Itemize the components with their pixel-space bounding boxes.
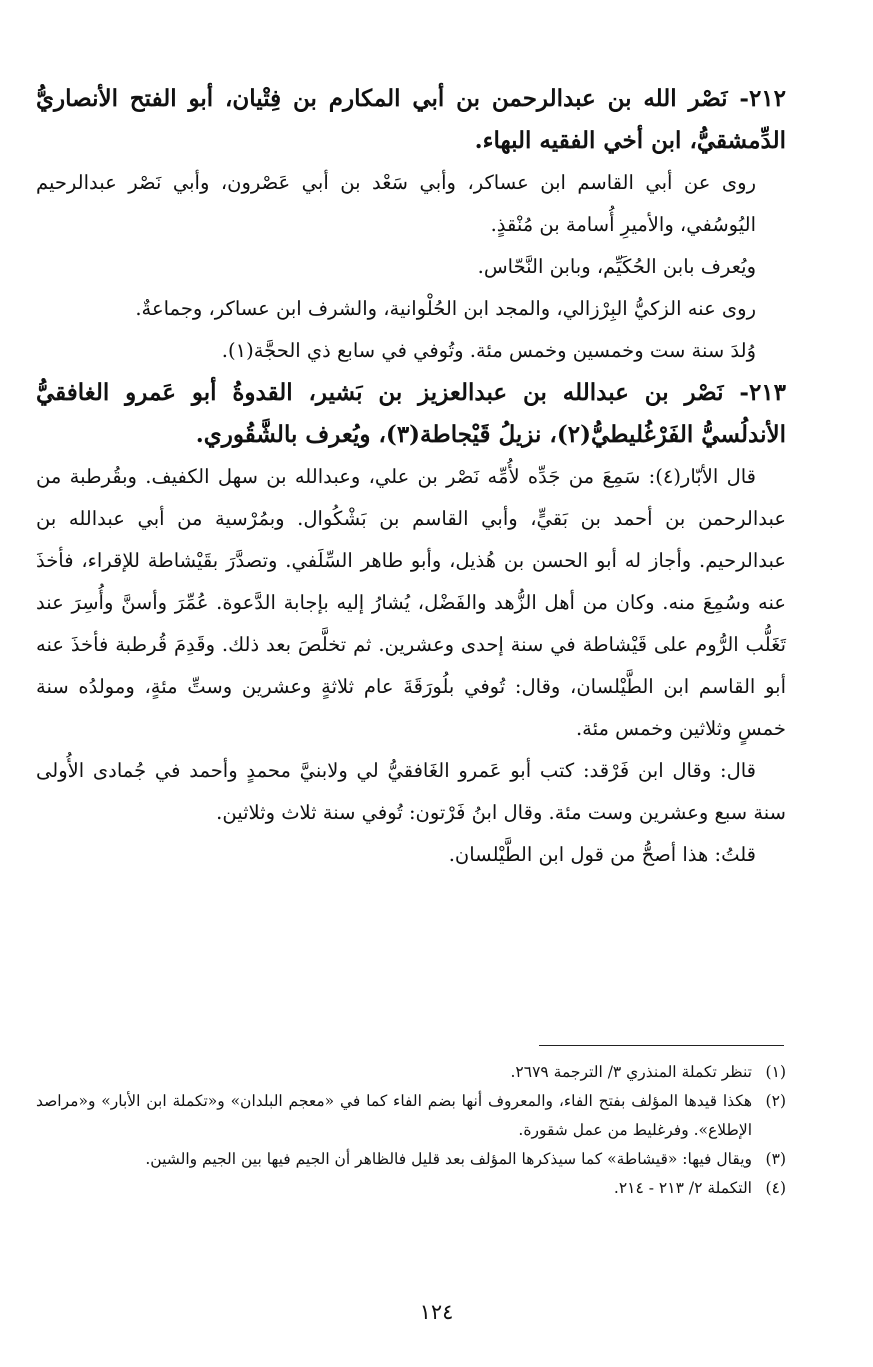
entry-212-paragraph: ويُعرف بابن الحُكَيِّم، وبابن النَّحّاس. [477, 255, 756, 278]
footnote-text: التكملة ٢/ ٢١٣ - ٢١٤. [613, 1179, 752, 1197]
entry-212-paragraph: روى عن أبي القاسم ابن عساكر، وأبي سَعْد بن أبي عَصْرون، وأبي نَصْر عبدالرحيم اليُوسُفي، والأميرِ أُسامة بن مُنْقذٍ. [36, 171, 756, 236]
entry-213-paragraph: قلتُ: هذا أصحُّ من قول ابن الطَّيْلسان. [448, 843, 756, 866]
footnote-text: تنظر تكملة المنذري ٣/ الترجمة ٢٦٧٩. [510, 1063, 752, 1081]
footnotes [36, 1058, 786, 1203]
main-text [36, 78, 786, 876]
footnote-number: (٣) [765, 1150, 786, 1168]
footnote-number: (٤) [765, 1179, 786, 1197]
footnote [36, 1087, 786, 1145]
footnote [36, 1058, 786, 1087]
entry-212-paragraph: وُلدَ سنة ست وخمسين وخمس مئة. وتُوفي في سابع ذي الحجَّة(١). [221, 339, 756, 362]
footnote-number: (١) [765, 1063, 786, 1081]
page-number: ١٢٤ [419, 1300, 454, 1324]
footnote-text: ويقال فيها: «قيشاطة» كما سيذكرها المؤلف بعد قليل فالظاهر أن الجيم فيها بين الجيم والشين. [145, 1150, 752, 1168]
entry-212-paragraph: روى عنه الزكيُّ البِرْزالي، والمجد ابن الحُلْوانية، والشرف ابن عساكر، وجماعةٌ. [135, 297, 756, 320]
footnote-text: هكذا قيدها المؤلف بفتح الفاء، والمعروف أنها بضم الفاء كما في «معجم البلدان» و«تكملة ابن الأبار» و«مراصد الإطلاع». وفرغليط من عمل شقورة. [36, 1092, 752, 1139]
entry-213-paragraph: قال الأبّار(٤): سَمِعَ من جَدِّه لأُمِّه نَصْر بن علي، وعبدالله بن سهل الكفيف. وبقُرطبة من عبدالرحمن بن أحمد بن بَقيٍّ، وأبي القاسم بن بَشْكُوال. وبمُرْسية من أبي عبدالله بن عبدالرحيم. وأجاز له أبو الحسن بن هُذيل، وأبو طاهر السِّلَفي. وتصدَّرَ بقَيْشاطة للإقراء، فأخذَ عنه وسُمِعَ منه. وكان من أهل الزُّهد والفَضْل، يُشارُ إليه بإجابة الدَّعوة. عُمِّرَ وأسنَّ وأُسِرَ عند تَغَلُّب الرُّوم على قَيْشاطة في سنة إحدى وعشرين. ثم تخلَّصَ بعد ذلك. وقَدِمَ قُرطبة فأخذَ عنه أبو القاسم ابن الطَّيْلسان، وقال: تُوفي بلُورَقَةَ عام ثلاثةٍ وعشرين وستِّ مئةٍ، ومولدُه سنة خمسٍ وثلاثين وخمس مئة. [36, 465, 786, 740]
footnote [36, 1145, 786, 1174]
footnote-divider [539, 1045, 784, 1046]
entry-212-title: ٢١٢- نَصْر الله بن عبدالرحمن بن أبي المكارم بن فِتْيان، أبو الفتح الأنصاريُّ الدِّمشقيُّ، ابن أخي الفقيه البهاء. [36, 85, 786, 154]
entry-213-paragraph: قال: وقال ابن فَرْقد: كتب أبو عَمرو الغَافقيُّ لي ولابنيَّ محمدٍ وأحمد في جُمادى الأُولى سنة سبع وعشرين وست مئة. وقال ابنُ فَرْتون: تُوفي سنة ثلاث وثلاثين. [36, 759, 786, 824]
entry-213-title: ٢١٣- نَصْر بن عبدالله بن عبدالعزيز بن بَشير، القدوةُ أبو عَمرو الغافقيُّ الأندلُسيُّ الفَرْغُليطيُّ(٢)، نزيلُ قَيْجاطة(٣)، ويُعرف بالشَّقُوري. [36, 379, 786, 448]
footnote [36, 1174, 786, 1203]
footnote-number: (٢) [765, 1092, 786, 1110]
